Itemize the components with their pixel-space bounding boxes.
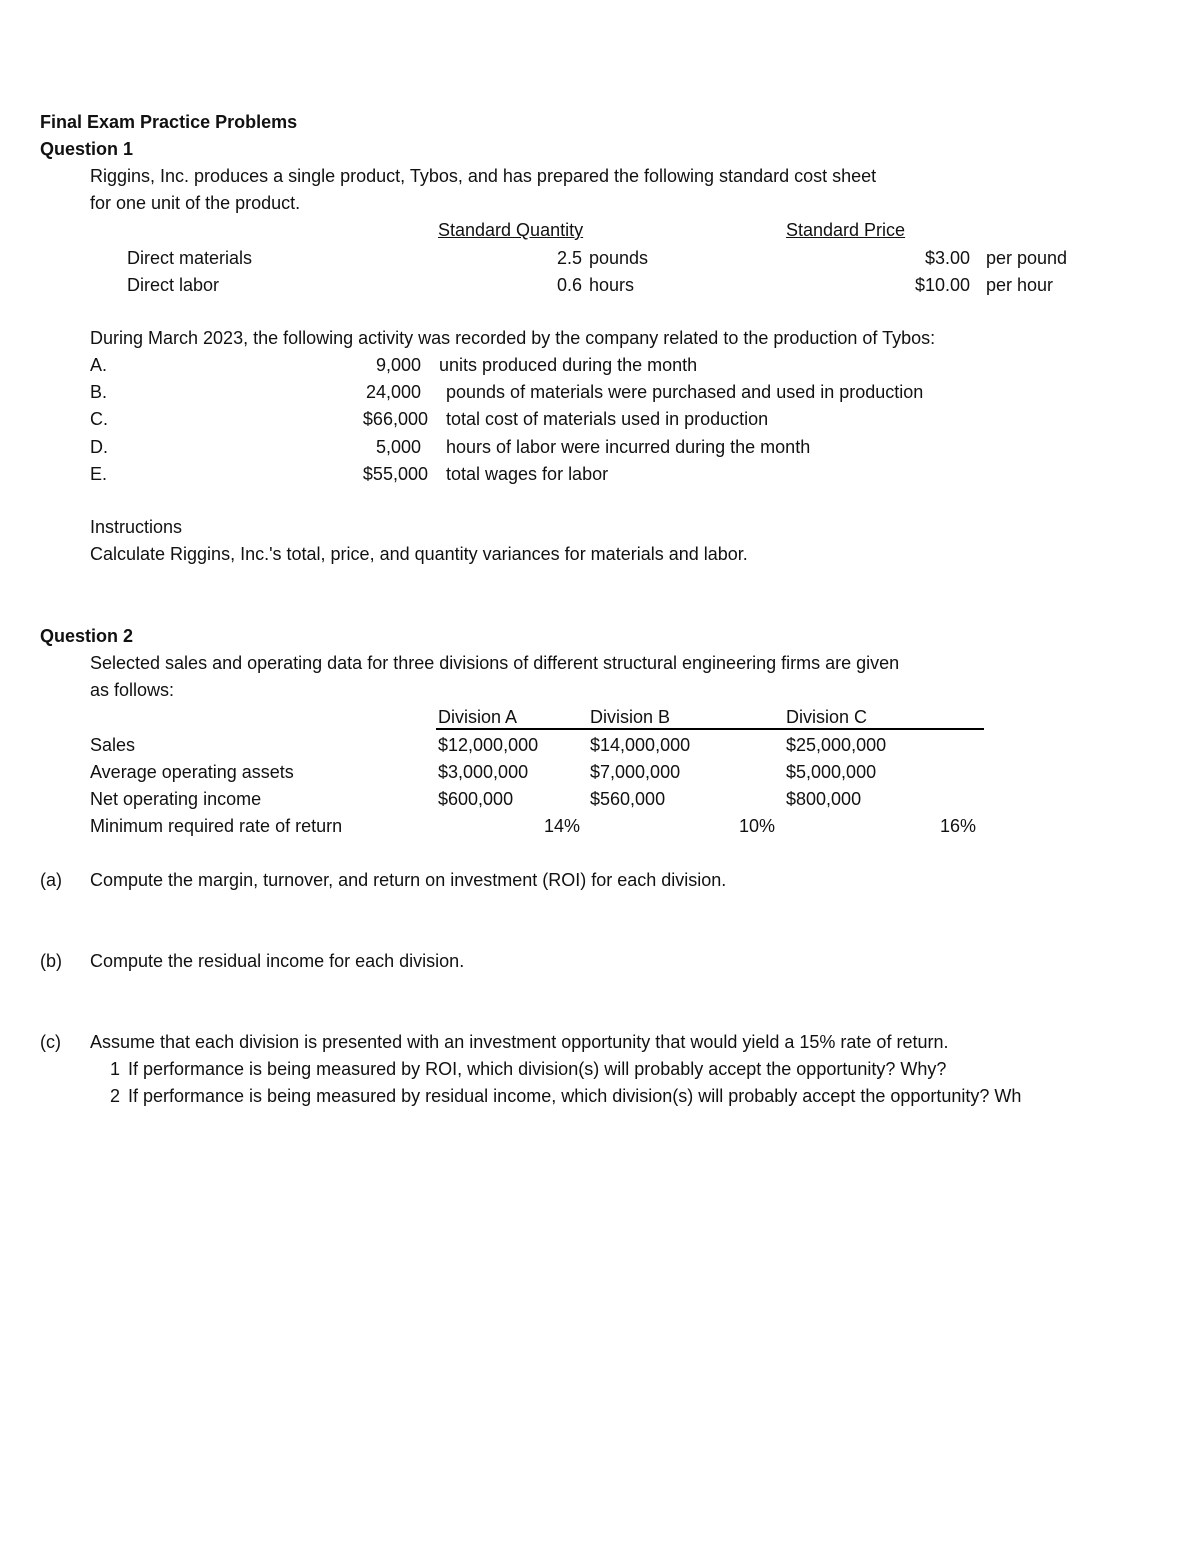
part-label: (a) bbox=[40, 870, 62, 890]
cost-row-price-unit: per hour bbox=[986, 275, 1054, 295]
instructions-label: Instructions bbox=[90, 517, 183, 537]
activity-description: pounds of materials were purchased and used in production bbox=[446, 382, 924, 402]
activity-description: total wages for labor bbox=[446, 464, 609, 484]
activity-value: $66,000 bbox=[362, 409, 428, 429]
division-b-value: $14,000,000 bbox=[590, 735, 691, 755]
row-label: Sales bbox=[90, 735, 136, 755]
question-1-heading: Question 1 bbox=[40, 139, 134, 159]
question-1-intro-line-1: Riggins, Inc. produces a single product, Tybos, and has prepared the following standard cost sheet bbox=[90, 166, 877, 186]
division-c-header: Division C bbox=[786, 707, 868, 727]
activity-letter: D. bbox=[90, 437, 108, 457]
division-c-value: $5,000,000 bbox=[786, 762, 877, 782]
activity-letter: C. bbox=[90, 409, 108, 429]
part-text: Assume that each division is presented with an investment opportunity that would yield a 15% rate of return. bbox=[90, 1032, 949, 1052]
division-c-value: 16% bbox=[939, 816, 976, 836]
activity-description: hours of labor were incurred during the month bbox=[446, 437, 811, 457]
division-c-value: $25,000,000 bbox=[786, 735, 887, 755]
division-b-header: Division B bbox=[590, 707, 671, 727]
cost-row-price-unit: per pound bbox=[986, 248, 1068, 268]
cost-row-label: Direct labor bbox=[127, 275, 220, 295]
division-a-header: Division A bbox=[438, 707, 518, 727]
cost-row-label: Direct materials bbox=[127, 248, 253, 268]
division-b-value: 10% bbox=[738, 816, 775, 836]
cost-row-quantity-unit: hours bbox=[589, 275, 635, 295]
cost-row-quantity: 2.5 bbox=[556, 248, 582, 268]
row-label: Net operating income bbox=[90, 789, 262, 809]
question-2-intro-line-2: as follows: bbox=[90, 680, 175, 700]
activity-letter: A. bbox=[90, 355, 108, 375]
activity-letter: B. bbox=[90, 382, 108, 402]
activity-value: 24,000 bbox=[365, 382, 421, 402]
sub-item-number: 1 bbox=[109, 1059, 120, 1079]
activity-value: 5,000 bbox=[375, 437, 421, 457]
part-label: (b) bbox=[40, 951, 62, 971]
standard-quantity-header: Standard Quantity bbox=[438, 220, 584, 240]
activity-value: $55,000 bbox=[362, 464, 428, 484]
activity-value: 9,000 bbox=[375, 355, 421, 375]
activity-letter: E. bbox=[90, 464, 108, 484]
division-b-value: $7,000,000 bbox=[590, 762, 681, 782]
division-a-value: $3,000,000 bbox=[438, 762, 529, 782]
cost-row-price: $10.00 bbox=[914, 275, 970, 295]
standard-price-header: Standard Price bbox=[786, 220, 906, 240]
table-header-rule bbox=[436, 728, 984, 730]
sub-item-text: If performance is being measured by ROI, which division(s) will probably accept the opportunity? Why? bbox=[128, 1059, 947, 1079]
page-title: Final Exam Practice Problems bbox=[40, 112, 298, 132]
division-a-value: $12,000,000 bbox=[438, 735, 539, 755]
part-text: Compute the residual income for each division. bbox=[90, 951, 465, 971]
division-c-value: $800,000 bbox=[786, 789, 862, 809]
row-label: Minimum required rate of return bbox=[90, 816, 343, 836]
question-2-heading: Question 2 bbox=[40, 626, 134, 646]
row-label: Average operating assets bbox=[90, 762, 294, 782]
cost-row-quantity-unit: pounds bbox=[589, 248, 649, 268]
sub-item-text: If performance is being measured by residual income, which division(s) will probably accept the opportunity? Wh bbox=[128, 1086, 1022, 1106]
part-text: Compute the margin, turnover, and return on investment (ROI) for each division. bbox=[90, 870, 727, 890]
activity-description: total cost of materials used in production bbox=[446, 409, 769, 429]
question-2-intro-line-1: Selected sales and operating data for three divisions of different structural engineering firms are given bbox=[90, 653, 900, 673]
activity-intro: During March 2023, the following activity was recorded by the company related to the production of Tybos: bbox=[90, 328, 936, 348]
part-label: (c) bbox=[40, 1032, 61, 1052]
activity-description: units produced during the month bbox=[439, 355, 698, 375]
division-a-value: $600,000 bbox=[438, 789, 514, 809]
instructions-text: Calculate Riggins, Inc.'s total, price, and quantity variances for materials and labor. bbox=[90, 544, 748, 564]
cost-row-quantity: 0.6 bbox=[556, 275, 582, 295]
division-a-value: 14% bbox=[543, 816, 580, 836]
question-1-intro-line-2: for one unit of the product. bbox=[90, 193, 301, 213]
division-b-value: $560,000 bbox=[590, 789, 666, 809]
sub-item-number: 2 bbox=[109, 1086, 120, 1106]
cost-row-price: $3.00 bbox=[924, 248, 970, 268]
